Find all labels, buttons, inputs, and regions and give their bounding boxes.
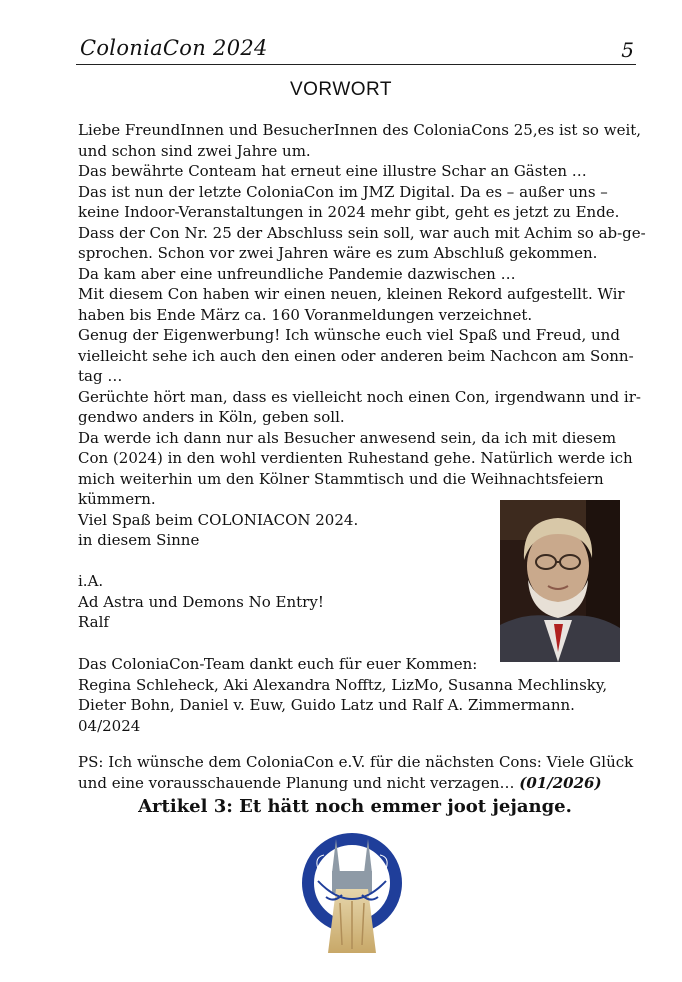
body-line: mich weiterhin um den Kölner Stammtisch und die Weihnachtsfeiern	[78, 469, 604, 488]
body-line: Con (2024) in den wohl verdienten Ruhestand gehe. Natürlich werde ich	[78, 449, 633, 467]
ps-line: PS: Ich wünsche dem ColoniaCon e.V. für die nächsten Cons: Viele Glück	[78, 753, 634, 771]
credits-line: Das ColoniaCon-Team dankt euch für euer Kommen:	[78, 655, 478, 673]
ps-line-last	[78, 773, 648, 794]
article-title: Artikel 3: Et hätt noch emmer joot jejange.	[138, 796, 572, 817]
body-line: Liebe FreundInnen und BesucherInnen des ColoniaCons 25,es ist so weit,	[78, 121, 642, 139]
body-line: Das bewährte Conteam hat erneut eine illustre Schar an Gästen …	[78, 162, 587, 180]
ps-text: und eine vorausschauende Planung und nicht verzagen…	[78, 773, 520, 792]
body-line: Das ist nun der letzte ColoniaCon im JMZ Digital. Da es – außer uns –	[78, 182, 608, 201]
author-photo	[500, 500, 620, 662]
credits-block	[78, 654, 638, 736]
body-line: haben bis Ende März ca. 160 Voranmeldungen verzeichnet.	[78, 305, 533, 324]
credits-line: Regina Schleheck, Aki Alexandra Nofftz, LizMo, Susanna Mechlinsky,	[78, 675, 608, 694]
page-header	[76, 36, 636, 65]
section-heading: VORWORT	[289, 79, 393, 100]
body-line: Viel Spaß beim COLONIACON 2024.	[78, 510, 359, 529]
body-line: tag …	[78, 367, 123, 385]
body-line: gendwo anders in Köln, geben soll.	[78, 408, 345, 426]
stammtisch-logo	[296, 833, 408, 955]
body-line: Mit diesem Con haben wir einen neuen, kleinen Rekord aufgestellt. Wir	[78, 285, 625, 303]
signoff-line: i.A.	[78, 572, 104, 590]
body-line: Gerüchte hört man, dass es vielleicht noch einen Con, irgendwann und ir-	[78, 387, 641, 406]
body-line: Da werde ich dann nur als Besucher anwesend sein, da ich mit diesem	[78, 428, 617, 447]
ps-date: (01/2026)	[519, 773, 602, 792]
postscript	[78, 752, 648, 793]
body-line: keine Indoor-Veranstaltungen in 2024 mehr gibt, geht es jetzt zu Ende.	[78, 203, 620, 221]
header-title: ColoniaCon 2024	[80, 36, 268, 60]
author-portrait-image	[500, 500, 620, 662]
body-line: kümmern.	[78, 490, 156, 508]
body-line: vielleicht sehe ich auch den einen oder anderen beim Nachcon am Sonn-	[78, 346, 634, 365]
body-line: Genug der Eigenwerbung! Ich wünsche euch viel Spaß und Freud, und	[78, 326, 620, 344]
body-line: Dass der Con Nr. 25 der Abschluss sein soll, war auch mit Achim so ab-ge-	[78, 223, 646, 242]
credits-line: Dieter Bohn, Daniel v. Euw, Guido Latz und Ralf A. Zimmermann.	[78, 696, 575, 714]
body-line: sprochen. Schon vor zwei Jahren wäre es zum Abschluß gekommen.	[78, 244, 598, 262]
signoff-line: Ralf	[78, 613, 109, 631]
body-line: und schon sind zwei Jahre um.	[78, 141, 311, 160]
body-line: Da kam aber eine unfreundliche Pandemie dazwischen …	[78, 264, 516, 283]
page-number: 5	[621, 38, 634, 62]
cathedral-logo-icon	[296, 833, 408, 955]
credits-line: 04/2024	[78, 716, 141, 735]
signoff-line: Ad Astra und Demons No Entry!	[78, 592, 324, 611]
body-line: in diesem Sinne	[78, 531, 200, 549]
